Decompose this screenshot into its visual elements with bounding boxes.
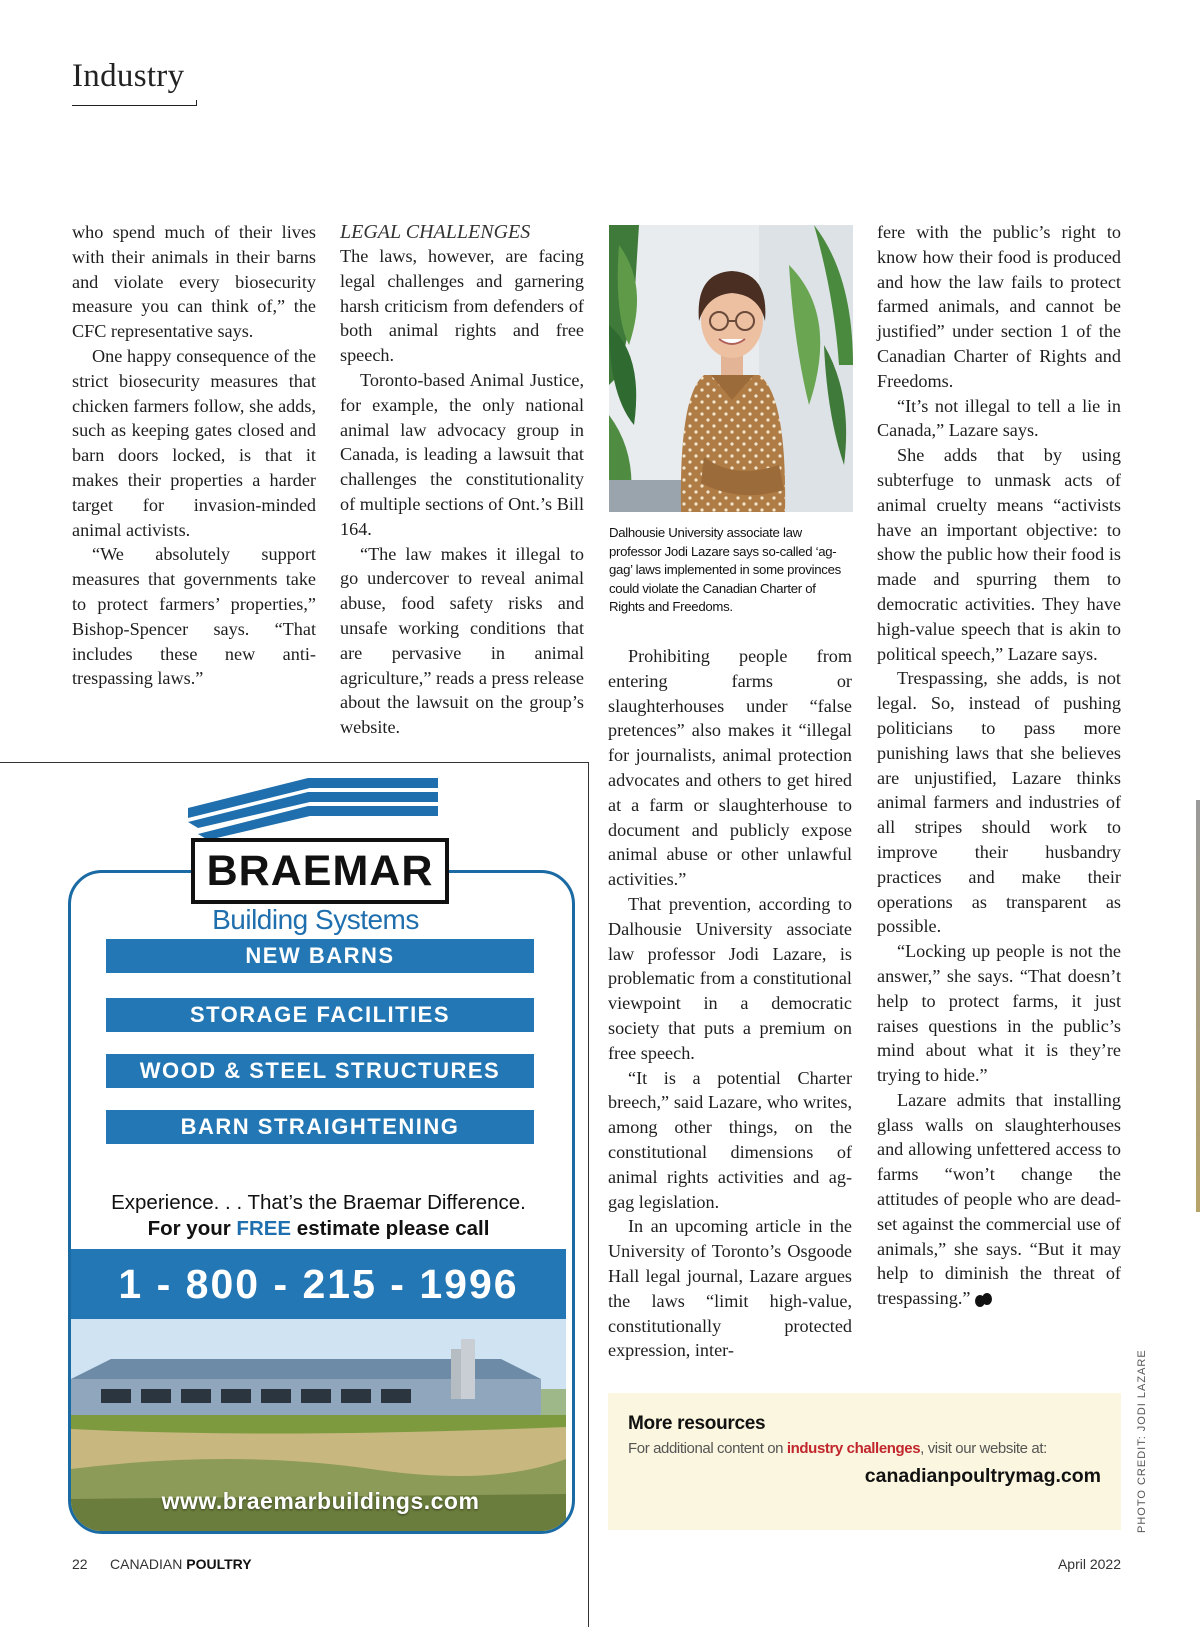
braemar-advertisement[interactable] xyxy=(68,778,573,1532)
paragraph: “It is a potential Charter breech,” said Lazare, who writes, among other things, on the constitutional dimensions of animal rights activities and ag-gag legislation. xyxy=(608,1067,852,1212)
article-column-1 xyxy=(72,220,316,691)
service-barn-straightening: BARN STRAIGHTENING xyxy=(106,1110,534,1144)
issue-date: April 2022 xyxy=(1057,1556,1121,1572)
ad-cta-prefix: For your xyxy=(147,1217,237,1240)
resources-text xyxy=(628,1440,1118,1457)
industry-challenges-link[interactable]: industry challenges xyxy=(786,1440,921,1457)
service-storage-facilities: STORAGE FACILITIES xyxy=(106,998,534,1032)
page-edge-strip xyxy=(1196,800,1200,1212)
resources-text-prefix: For additional content on xyxy=(628,1440,787,1457)
ad-frame-top xyxy=(0,762,589,763)
paragraph: The laws, however, are facing legal challenges and garnering harsh criticism from defenders of both animal rights and free speech. xyxy=(340,246,584,366)
publication-bold: POULTRY xyxy=(186,1556,252,1572)
paragraph: One happy consequence of the strict biosecurity measures that chicken farmers follow, she adds, such as keeping gates closed and barn doors locked, is that it makes their properties a harder target for invasion-minded animal activists. xyxy=(72,345,316,540)
portrait-photo xyxy=(609,225,853,512)
publication-prefix: CANADIAN xyxy=(110,1556,187,1572)
paragraph: Trespassing, she adds, is not legal. So, instead of pushing politicians to pass more punishing laws that she believes are unjustified, Lazare thinks animal farmers and industries of all stripes should work to improve their husbandry practices and make their operations as transparent as possible. xyxy=(877,668,1121,937)
subheading: LEGAL CHALLENGES xyxy=(340,221,531,243)
section-rule xyxy=(72,105,197,106)
paragraph: “The law makes it illegal to go undercover to reveal animal abuse, food safety risks and unsafe working conditions that are pervasive in animal agriculture,” reads a press release about the lawsuit on the group’s website. xyxy=(340,543,584,738)
braemar-logo: BRAEMAR xyxy=(191,838,449,904)
article-column-4 xyxy=(877,220,1121,1311)
portrait-illustration xyxy=(609,225,853,512)
braemar-roof-icon xyxy=(188,778,438,844)
paragraph: Toronto-based Animal Justice, for example, the only national animal law advocacy group in Canada, is leading a lawsuit that challenges the constitutionality of multiple sections of Ont.’s Bill 164. xyxy=(340,369,584,539)
article-column-2 xyxy=(340,220,584,740)
publication-name xyxy=(110,1556,252,1572)
resources-title: More resources xyxy=(628,1413,766,1434)
service-new-barns: NEW BARNS xyxy=(106,939,534,973)
article-column-3 xyxy=(608,644,852,1363)
ad-cta-free: FREE xyxy=(236,1217,292,1240)
ad-frame-right xyxy=(588,762,589,1627)
section-label: Industry xyxy=(72,58,185,94)
page-number: 22 xyxy=(72,1556,88,1572)
ad-tagline: Experience. . . That’s the Braemar Difference. xyxy=(111,1191,526,1214)
end-mark-icon xyxy=(974,1292,992,1308)
ad-cta xyxy=(71,1217,566,1241)
paragraph: fere with the public’s right to know how their food is produced and how the law fails to protect farmed animals, and cannot be justified” under section 1 of the Canadian Charter of Rights and Freedoms. xyxy=(877,222,1121,391)
service-wood-steel-structures: WOOD & STEEL STRUCTURES xyxy=(106,1054,534,1088)
more-resources-box xyxy=(608,1393,1121,1530)
photo-credit: PHOTO CREDIT: JODI LAZARE xyxy=(1136,1349,1148,1533)
ad-phone-number[interactable]: 1 - 800 - 215 - 1996 xyxy=(71,1249,566,1319)
paragraph: who spend much of their lives with their animals in their barns and violate every biosecurity measure you can think of,” the CFC representative says. xyxy=(72,222,316,342)
paragraph: “We absolutely support measures that governments take to protect farmers’ properties,” Bishop-Spencer says. “That includes these new anti-trespassing laws.” xyxy=(72,544,316,689)
paragraph: She adds that by using subterfuge to unmask acts of animal cruelty means “activists have an important objective: to show the public how their food is made and spurring them to democratic activities. They have high-value speech that is akin to political speech,” Lazare says. xyxy=(877,445,1121,664)
resources-text-suffix: , visit our website at: xyxy=(920,1440,1047,1457)
paragraph-final xyxy=(877,1088,1121,1311)
braemar-subtitle: Building Systems xyxy=(212,904,419,935)
paragraph: In an upcoming article in the University of Toronto’s Osgoode Hall legal journal, Lazare argues the laws “limit high-value, constitutionally protected expression, inter- xyxy=(608,1216,852,1361)
paragraph: “Locking up people is not the answer,” she says. “That doesn’t help to protect farms, it just raises questions in the public’s mind about what it is they’re trying to hide.” xyxy=(877,941,1121,1086)
ad-card xyxy=(68,870,575,1534)
paragraph: Prohibiting people from entering farms or slaughterhouses under “false pretences” also makes it “illegal for journalists, animal protection advocates and others to get hired at a farm or slaughterhouse to document and publicly expose animal abuse or other unlawful activities.” xyxy=(608,646,852,890)
paragraph-text: Lazare admits that installing glass walls on slaughterhouses and allowing unfettered access to farms “won’t change the attitudes of people who are dead-set against the commercial use of animals,” she says. “But it may help to diminish the threat of trespassing.” xyxy=(877,1089,1121,1309)
paragraph: “It’s not illegal to tell a lie in Canada,” Lazare says. xyxy=(877,395,1121,441)
paragraph: That prevention, according to Dalhousie University associate law professor Jodi Lazare, is problematic from a constitutional viewpoint in a democratic society that puts a premium on free speech. xyxy=(608,893,852,1063)
ad-website-link[interactable]: www.braemarbuildings.com xyxy=(161,1488,480,1514)
ad-cta-suffix: estimate please call xyxy=(291,1217,490,1240)
website-link[interactable]: canadianpoultrymag.com xyxy=(864,1465,1101,1487)
photo-caption: Dalhousie University associate law professor Jodi Lazare says so-called ‘ag-gag’ laws implemented in some provinces could violate the Canadian Charter of Rights and Freedoms. xyxy=(609,525,841,615)
